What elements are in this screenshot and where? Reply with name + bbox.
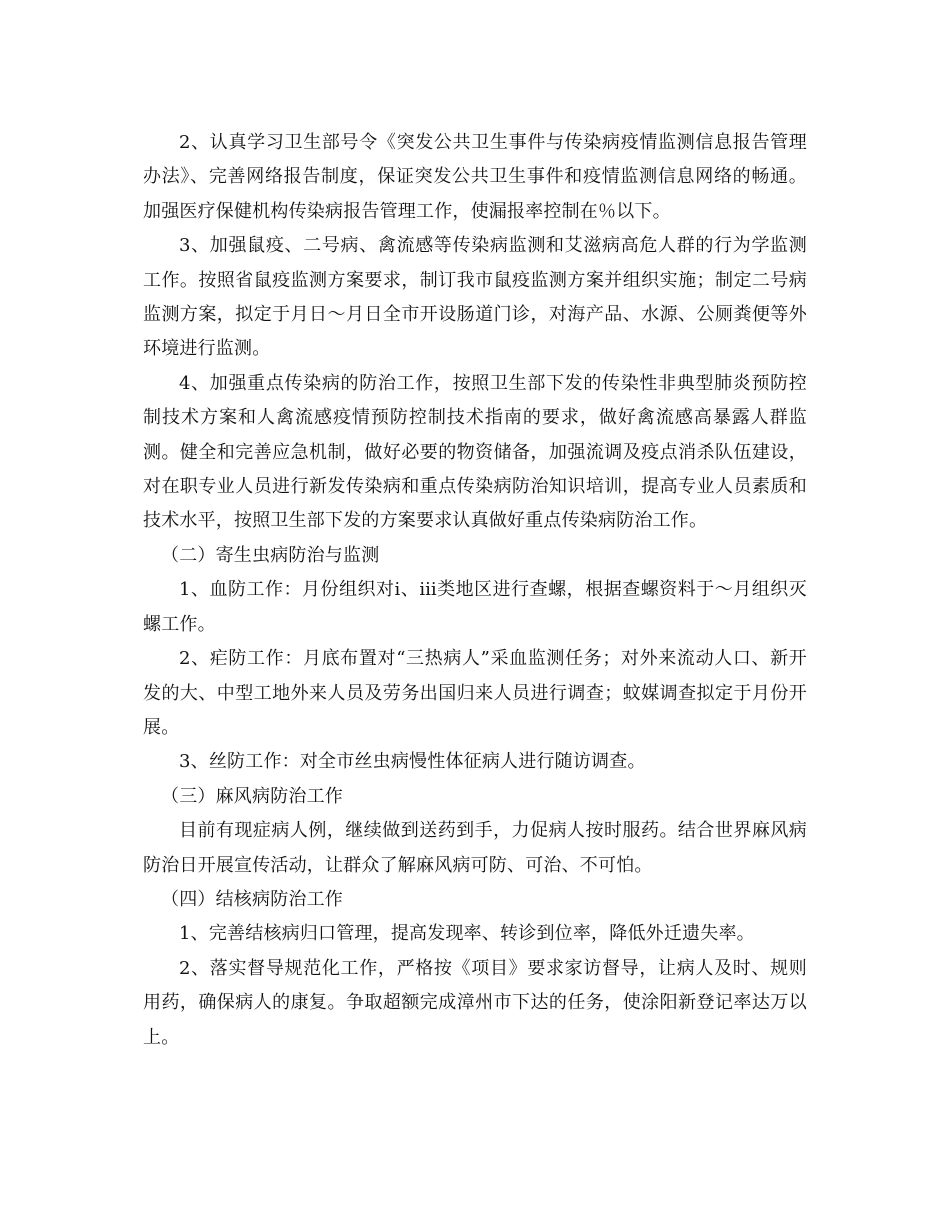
section-heading-parasitic-diseases: （二）寄生虫病防治与监测 — [161, 544, 380, 566]
paragraph-leprosy: 目前有现症病人例，继续做到送药到手，力促病人按时服药。结合世界麻风病防治日开展宣传活动，让群众了解麻风病可防、可治、不可怕。 — [143, 820, 807, 876]
paragraph-malaria: 2、疟防工作：月底布置对“三热病人”采血监测任务；对外来流动人口、新开发的大、中型工地外来人员及劳务出国归来人员进行调查；蚊媒调查拟定于月份开展。 — [143, 648, 807, 738]
document-body — [143, 126, 807, 1055]
paragraph-filariasis: 3、丝防工作：对全市丝虫病慢性体征病人进行随访调查。 — [179, 751, 646, 773]
paragraph-schistosomiasis: 1、血防工作：月份组织对ⅰ、ⅲ类地区进行查螺，根据查螺资料于～月组织灭螺工作。 — [143, 579, 807, 635]
paragraph-3-plague-monitoring: 3、加强鼠疫、二号病、禽流感等传染病监测和艾滋病高危人群的行为学监测工作。按照省鼠疫监测方案要求，制订我市鼠疫监测方案并组织实施；制定二号病监测方案，拟定于月日～月日全市开设肠道门诊，对海产品、水源、公厕粪便等外环境进行监测。 — [143, 235, 807, 360]
section-heading-tuberculosis: （四）结核病防治工作 — [161, 888, 343, 910]
paragraph-tb-management: 1、完善结核病归口管理，提高发现率、转诊到位率，降低外迁遗失率。 — [179, 923, 755, 945]
section-heading-leprosy: （三）麻风病防治工作 — [161, 785, 343, 807]
paragraph-4-key-diseases: 4、加强重点传染病的防治工作，按照卫生部下发的传染性非典型肺炎预防控制技术方案和人禽流感疫情预防控制技术指南的要求，做好禽流感高暴露人群监测。健全和完善应急机制，做好必要的物资储备，加强流调及疫点消杀队伍建设，对在职专业人员进行新发传染病和重点传染病防治知识培训，提高专业人员素质和技术水平，按照卫生部下发的方案要求认真做好重点传染病防治工作。 — [143, 372, 807, 532]
paragraph-2-report-management: 2、认真学习卫生部号令《突发公共卫生事件与传染病疫情监测信息报告管理办法》、完善网络报告制度，保证突发公共卫生事件和疫情监测信息网络的畅通。加强医疗保健机构传染病报告管理工作，使漏报率控制在％以下。 — [143, 132, 807, 222]
paragraph-tb-supervision: 2、落实督导规范化工作，严格按《项目》要求家访督导，让病人及时、规则用药，确保病人的康复。争取超额完成漳州市下达的任务，使涂阳新登记率达万以上。 — [143, 957, 807, 1048]
